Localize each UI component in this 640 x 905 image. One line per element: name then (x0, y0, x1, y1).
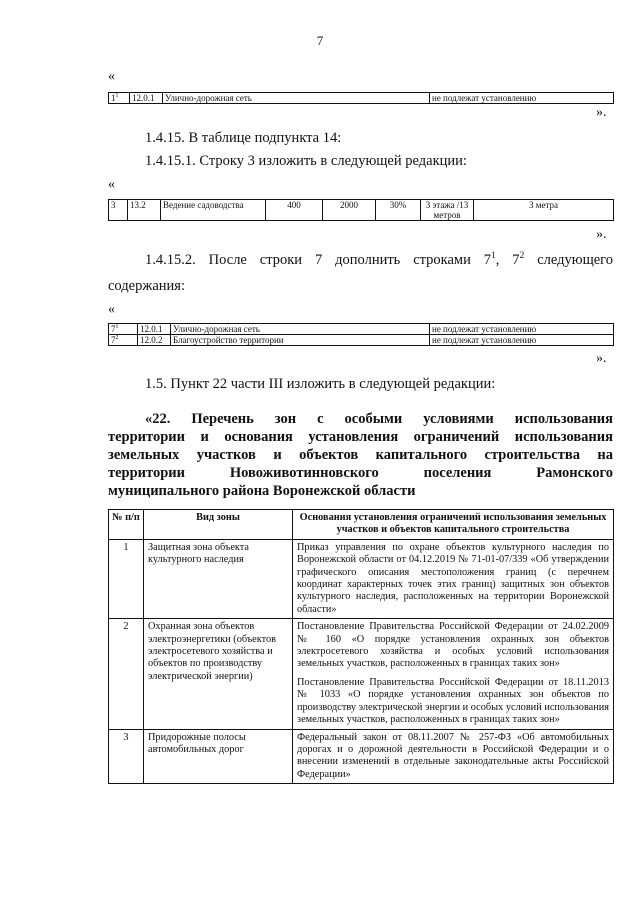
table-row (109, 729, 614, 784)
row-value: не подлежат установлению (430, 93, 614, 104)
table-header-row (109, 510, 614, 540)
section-heading: «22. Перечень зон с особыми условиями использования территории и основания установления ограничений использования земельных участков и объектов капитального строительства на территории Новоживотинновского поселения Рамонского муниципального района Воронежской области (108, 411, 613, 499)
row-number: 3 (109, 729, 144, 784)
row-zone-type: Охранная зона объектов электроэнергетики (объектов электросетевого хозяйства и объектов по производству электрической энергии) (144, 619, 293, 729)
row-number: 2 (109, 619, 144, 729)
paragraph-1-4-15-2: 1.4.15.2. После строки 7 дополнить строками $7^1$, $7^2$ следующего (145, 251, 614, 268)
table-row (109, 324, 614, 335)
paragraph-1-5: 1.5. Пункт 22 части III изложить в следующей редакции: (145, 376, 496, 392)
header-zone-type: Вид зоны (144, 510, 293, 540)
row-max-area: 2000 (323, 200, 376, 221)
quote-close: ». (596, 105, 607, 120)
table-row (109, 335, 614, 346)
page-number: 7 (316, 33, 324, 48)
table-row (109, 93, 614, 104)
row-value: не подлежат установлению (430, 335, 614, 346)
row-floors: 3 этажа /13 метров (421, 200, 474, 221)
header-number: № п/п (109, 510, 144, 540)
row-percent: 30% (376, 200, 421, 221)
row-number: 3 (109, 200, 128, 221)
paragraph-1-4-15: 1.4.15. В таблице подпункта 14: (145, 130, 342, 146)
row-basis: Приказ управления по охране объектов культурного наследия по Воронежской области от 04.12.2019 № 71-01-07/339 «Об утверждении графического описания местоположения границ (с перечнем координат характерных точек этих границ) защитных зон объектов культурного наследия, расположенных на территории Воронежской области» (293, 539, 614, 618)
row-number: 1 (109, 539, 144, 618)
row-basis: Постановление Правительства Российской Федерации от 24.02.2009 № 160 «О порядке установления охранных зон объектов электросетевого хозяйства и особых условий использования земельных участков, расположенных в границах таких зон» Постановление Правительства Российской Федерации от 18.11.2013 № 1033 «О порядке установления охранных зон объектов по производству электрической энергии и особых условий использования земельных участков, расположенных в границах таких зон» (293, 619, 614, 729)
quote-open: « (108, 69, 115, 84)
row-name: Ведение садоводства (161, 200, 266, 221)
fragment-table-3 (108, 323, 614, 346)
row-code: 13.2 (128, 200, 161, 221)
table-row (109, 200, 614, 221)
quote-open: « (108, 302, 115, 317)
row-number: $7^1$ (109, 324, 138, 335)
fragment-table-2 (108, 199, 614, 221)
row-min-area: 400 (266, 200, 323, 221)
row-basis: Федеральный закон от 08.11.2007 № 257-ФЗ «Об автомобильных дорогах и о дорожной деятельности в Российской Федерации и о внесении изменений в отдельные законодательные акты Российской Федерации» (293, 729, 614, 784)
row-code: 12.0.1 (130, 93, 163, 104)
row-number: $1^1$ (109, 93, 130, 104)
row-name: Улично-дорожная сеть (163, 93, 430, 104)
header-basis: Основания установления ограничений использования земельных участков и объектов капитального строительства (293, 510, 614, 540)
row-zone-type: Придорожные полосы автомобильных дорог (144, 729, 293, 784)
row-zone-type: Защитная зона объекта культурного наследия (144, 539, 293, 618)
row-name: Улично-дорожная сеть (171, 324, 430, 335)
table-row (109, 619, 614, 729)
row-value: не подлежат установлению (430, 324, 614, 335)
fragment-table-1 (108, 92, 614, 104)
row-number: $7^2$ (109, 335, 138, 346)
row-code: 12.0.2 (138, 335, 171, 346)
quote-close: ». (596, 351, 607, 366)
zones-table (108, 509, 614, 784)
paragraph-1-4-15-2-cont: содержания: (108, 278, 186, 294)
quote-open: « (108, 177, 115, 192)
quote-close: ». (596, 227, 607, 242)
row-code: 12.0.1 (138, 324, 171, 335)
table-row (109, 539, 614, 618)
row-name: Благоустройство территории (171, 335, 430, 346)
paragraph-1-4-15-1: 1.4.15.1. Строку 3 изложить в следующей редакции: (145, 153, 467, 169)
row-setback: 3 метра (474, 200, 614, 221)
